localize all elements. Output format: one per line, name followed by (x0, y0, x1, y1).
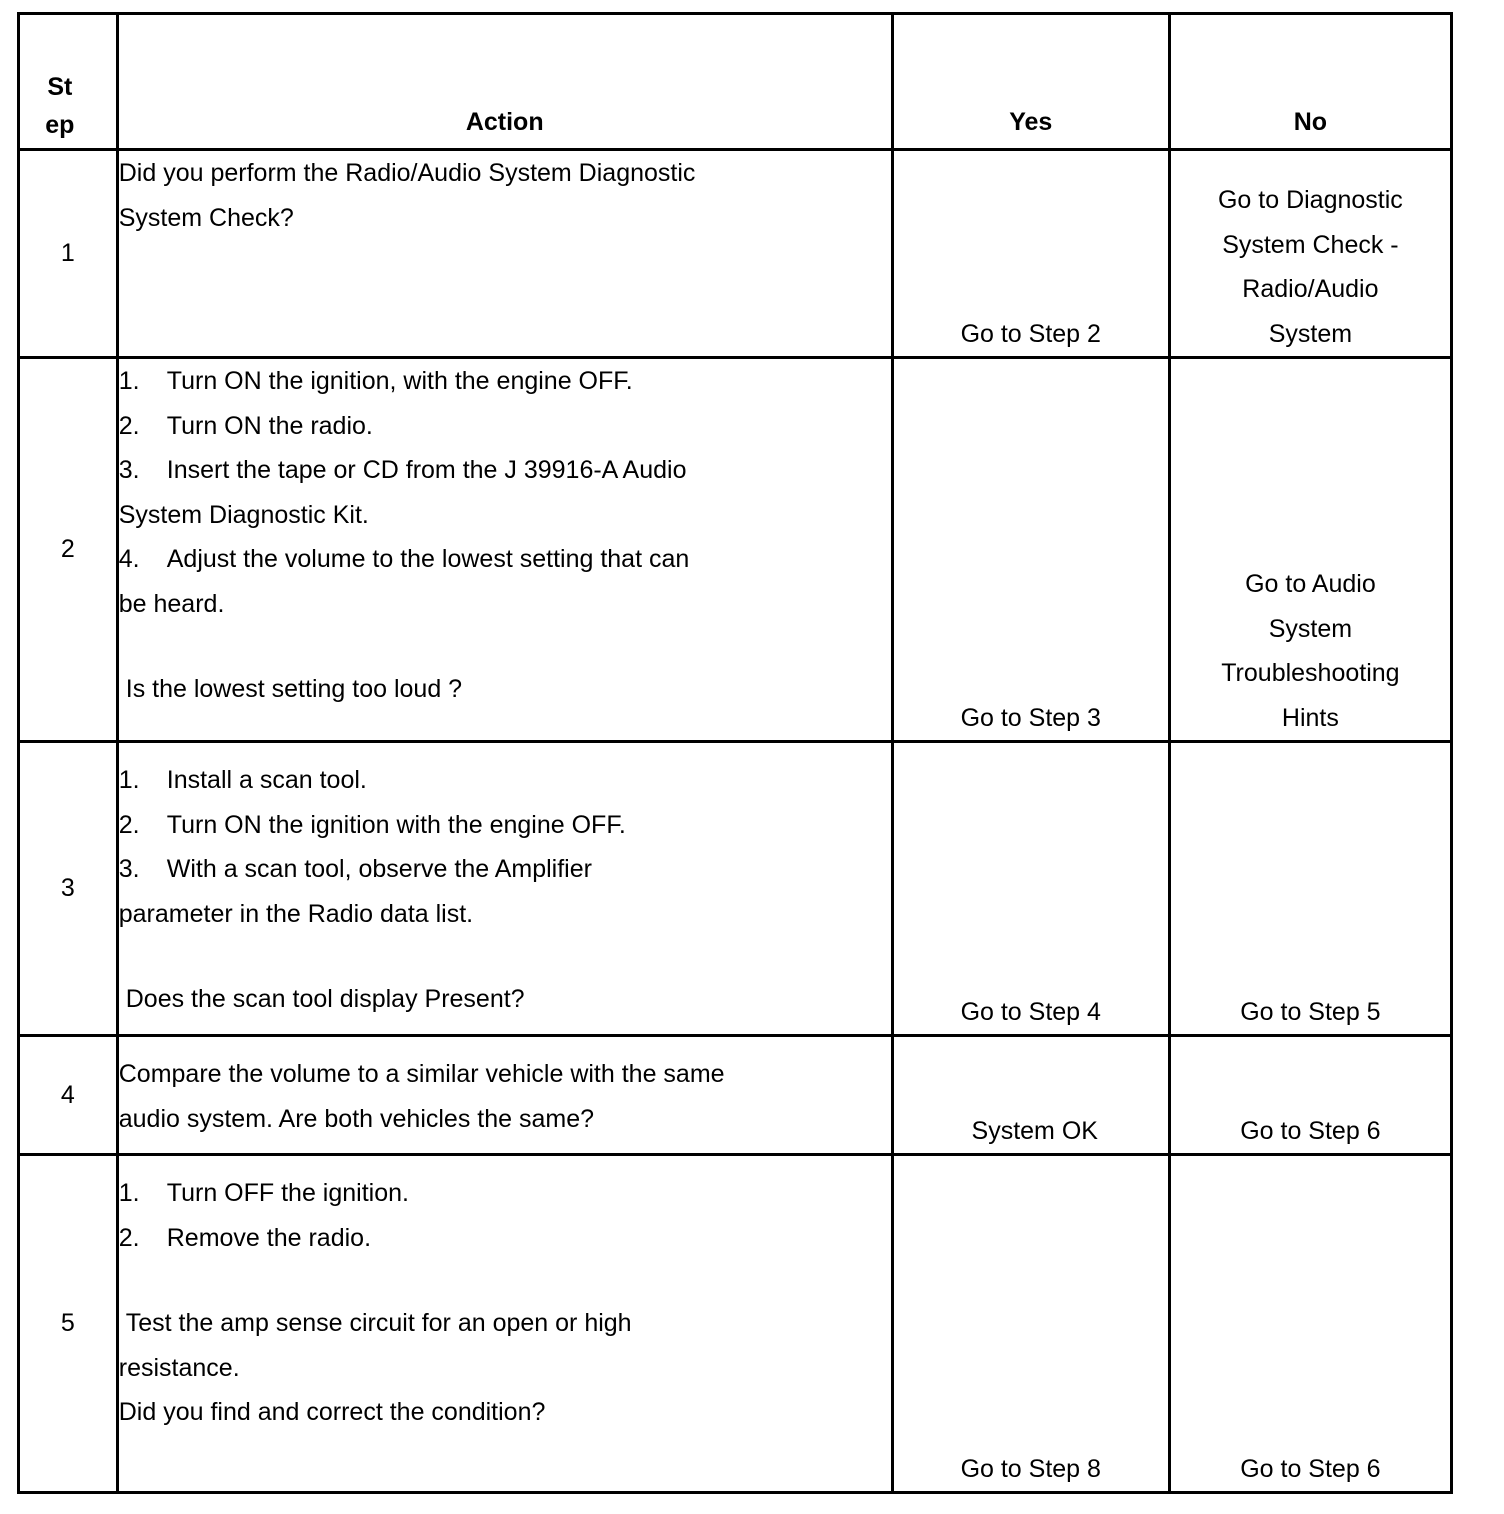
header-yes: Yes (892, 14, 1169, 150)
header-step-line2: ep (45, 111, 75, 139)
item-text: Install a scan tool. (166, 766, 367, 794)
item-number: 1. (118, 1179, 140, 1207)
item-text: Insert the tape or CD from the J 39916-A Audio (166, 456, 687, 484)
item-number: 2. (118, 810, 140, 839)
header-row (19, 14, 1452, 150)
yes-cell: Go to Step 3 (892, 358, 1169, 742)
item-text: Turn OFF the ignition. (166, 1179, 409, 1207)
spacer (119, 1260, 891, 1301)
item-text: Turn ON the radio. (166, 411, 373, 440)
item-text: With a scan tool, observe the Amplifier (166, 855, 592, 883)
list-item (119, 803, 891, 848)
no-line: Radio/Audio (1242, 275, 1379, 303)
item-continuation: be heard. (118, 589, 225, 618)
table-row (19, 1036, 1452, 1155)
no-line: Go to Audio (1245, 570, 1376, 598)
item-number: 2. (118, 411, 140, 440)
list-item (119, 1216, 891, 1261)
list-item (119, 404, 891, 449)
item-text: Remove the radio. (166, 1223, 372, 1252)
item-number: 1. (118, 766, 140, 794)
no-cell (1169, 358, 1451, 742)
action-line: System Check? (118, 203, 294, 232)
no-cell: Go to Step 6 (1169, 1155, 1451, 1493)
step-number: 5 (19, 1155, 118, 1493)
spacer (119, 626, 891, 667)
item-text: Turn ON the ignition, with the engine OFF. (166, 367, 633, 395)
header-step (19, 14, 118, 150)
list-item (119, 359, 891, 404)
yes-cell: System OK (892, 1036, 1169, 1155)
step-number: 3 (19, 742, 118, 1036)
table-row (19, 150, 1452, 358)
item-continuation: System Diagnostic Kit. (118, 500, 369, 529)
list-item (119, 537, 891, 582)
item-number: 3. (118, 456, 140, 484)
step-number: 4 (19, 1036, 118, 1155)
no-line: System Check - (1222, 230, 1399, 259)
step-number: 2 (19, 358, 118, 742)
step-number: 1 (19, 150, 118, 358)
no-line: Troubleshooting (1221, 659, 1400, 687)
item-continuation: parameter in the Radio data list. (118, 899, 474, 928)
action-line: Compare the volume to a similar vehicle with the same (118, 1060, 725, 1088)
yes-cell: Go to Step 2 (892, 150, 1169, 358)
action-cell (117, 150, 892, 358)
no-cell: Go to Step 5 (1169, 742, 1451, 1036)
no-line: System (1268, 614, 1353, 643)
no-cell: Go to Step 6 (1169, 1036, 1451, 1155)
action-cell (117, 742, 892, 1036)
action-line: Did you perform the Radio/Audio System Diagnostic (118, 159, 696, 187)
item-text: Turn ON the ignition with the engine OFF. (166, 810, 626, 839)
no-line: Go to Diagnostic (1217, 186, 1403, 214)
no-cell (1169, 150, 1451, 358)
action-line: audio system. Are both vehicles the same? (118, 1104, 595, 1133)
table-row (19, 358, 1452, 742)
test-line: resistance. (118, 1353, 240, 1382)
header-step-line1: St (47, 73, 73, 101)
no-line: System (1268, 319, 1353, 348)
question-text: Is the lowest setting too loud ? (125, 675, 463, 703)
item-number: 4. (118, 545, 140, 573)
item-text: Adjust the volume to the lowest setting that can (166, 545, 690, 573)
header-action: Action (117, 14, 892, 150)
item-number: 3. (118, 855, 140, 883)
action-cell (117, 358, 892, 742)
table-row (19, 1155, 1452, 1493)
header-no: No (1169, 14, 1451, 150)
question-text: Does the scan tool display Present? (125, 985, 525, 1013)
table-row (19, 742, 1452, 1036)
action-cell (117, 1155, 892, 1493)
spacer (119, 936, 891, 977)
list-item (119, 448, 891, 493)
yes-cell: Go to Step 8 (892, 1155, 1169, 1493)
item-number: 1. (118, 367, 140, 395)
list-item (119, 847, 891, 892)
yes-cell: Go to Step 4 (892, 742, 1169, 1036)
diagnostic-table (17, 12, 1453, 1494)
list-item (119, 758, 891, 803)
item-number: 2. (118, 1223, 140, 1252)
action-cell (117, 1036, 892, 1155)
question-text: Did you find and correct the condition? (118, 1398, 546, 1426)
test-line: Test the amp sense circuit for an open or high (125, 1309, 632, 1337)
list-item (119, 1171, 891, 1216)
no-line: Hints (1281, 703, 1339, 732)
